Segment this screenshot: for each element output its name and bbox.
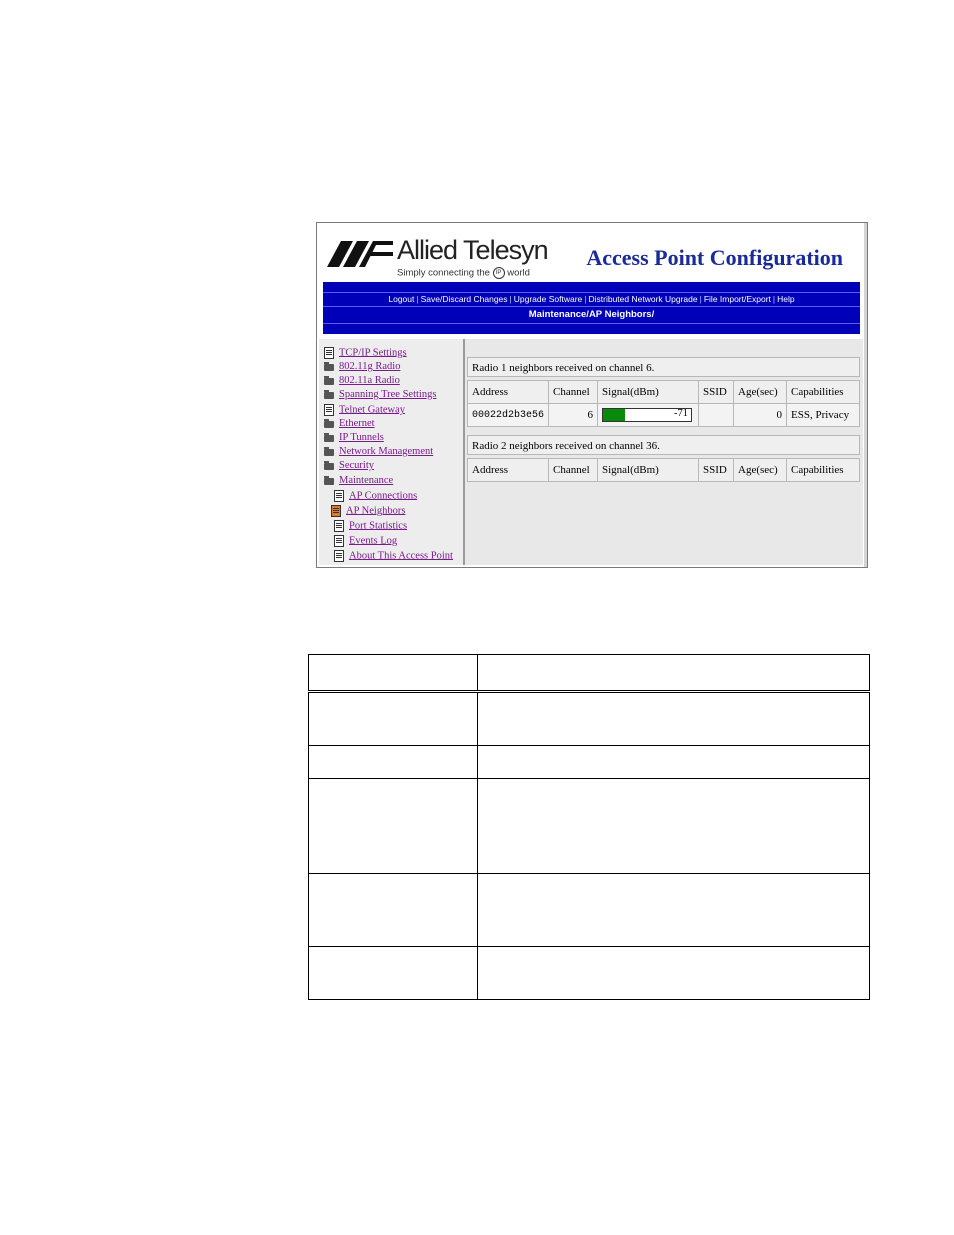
- nav-links: [323, 294, 860, 304]
- sidebar-item-telnet-gateway[interactable]: [324, 404, 405, 416]
- nav-separator: |: [416, 294, 419, 304]
- help-link[interactable]: Help: [777, 294, 795, 304]
- nav-separator: |: [772, 294, 776, 304]
- table-header-row: [309, 655, 870, 692]
- folder-icon: [324, 392, 334, 399]
- document-icon: [324, 404, 334, 416]
- neighbor-signal-value: -71: [674, 408, 689, 419]
- table-row: [309, 779, 870, 873]
- ip-logo-icon: IP: [493, 267, 505, 279]
- table-row: [309, 946, 870, 999]
- sidebar-item-label: Port Statistics: [349, 520, 408, 532]
- sidebar-item-label: Maintenance: [339, 475, 394, 486]
- sidebar-item-label: Security: [339, 460, 374, 471]
- sidebar-item-label: IP Tunnels: [339, 432, 384, 443]
- main-panel: [465, 339, 863, 565]
- document-icon: [334, 520, 344, 532]
- sidebar-item-security[interactable]: [324, 460, 374, 471]
- logout-link[interactable]: Logout: [388, 294, 415, 304]
- sidebar-item-tcpip[interactable]: [324, 347, 407, 359]
- folder-icon: [324, 435, 334, 442]
- neighbor-age: 0: [734, 404, 787, 427]
- signal-strength-bar: [602, 408, 692, 422]
- table-row: [309, 746, 870, 779]
- breadcrumb: Maintenance/AP Neighbors/: [528, 309, 655, 320]
- document-icon: [324, 347, 334, 359]
- sidebar-item-label: Network Management: [339, 446, 434, 457]
- document-icon: [331, 505, 341, 517]
- sidebar-item-label: 802.11g Radio: [339, 361, 401, 372]
- nav-bar: [323, 282, 860, 334]
- column-header-address: Address: [468, 459, 549, 482]
- neighbor-signal-cell: [598, 404, 699, 427]
- sidebar-item-label: Spanning Tree Settings: [339, 389, 437, 400]
- document-icon: [334, 490, 344, 502]
- sidebar-item-label: AP Connections: [349, 490, 418, 502]
- scrollbar[interactable]: [864, 223, 867, 567]
- nav-divider: [323, 323, 860, 324]
- sidebar-item-label: 802.11a Radio: [339, 375, 400, 386]
- file-import-export-link[interactable]: File Import/Export: [703, 294, 771, 304]
- sidebar-item-label: TCP/IP Settings: [339, 347, 407, 359]
- table-header-row: [468, 381, 860, 404]
- column-header-age: Age(sec): [734, 459, 787, 482]
- column-header-ssid: SSID: [699, 381, 734, 404]
- sidebar-item-spanning-tree[interactable]: [324, 389, 436, 400]
- nav-separator: |: [509, 294, 512, 304]
- column-header-capabilities: Capabilities: [787, 381, 860, 404]
- screenshot-frame: [316, 222, 868, 568]
- sidebar-item-ap-connections[interactable]: [334, 490, 417, 502]
- folder-icon: [324, 421, 334, 428]
- document-icon: [334, 535, 344, 547]
- sidebar-item-ip-tunnels[interactable]: [324, 432, 384, 443]
- save-discard-link[interactable]: Save/Discard Changes: [420, 294, 508, 304]
- column-header-capabilities: Capabilities: [787, 459, 860, 482]
- signal-strength-fill: [603, 409, 625, 421]
- sidebar-item-ap-neighbors[interactable]: [331, 505, 405, 517]
- nav-separator: |: [699, 294, 702, 304]
- sidebar-item-events-log[interactable]: [334, 535, 397, 547]
- brand-tagline: [397, 267, 530, 279]
- neighbor-channel: 6: [549, 404, 598, 427]
- column-header-signal: Signal(dBm): [598, 381, 699, 404]
- column-header-ssid: SSID: [699, 459, 734, 482]
- column-header-channel: Channel: [549, 459, 598, 482]
- folder-icon: [324, 463, 334, 470]
- folder-icon: [324, 364, 334, 371]
- description-table: [308, 654, 870, 1000]
- sidebar-item-80211a-radio[interactable]: [324, 375, 400, 386]
- radio2-heading: Radio 2 neighbors received on channel 36.: [467, 435, 860, 455]
- table-row: [468, 404, 860, 427]
- radio1-heading: Radio 1 neighbors received on channel 6.: [467, 357, 860, 377]
- sidebar-item-label: About This Access Point: [349, 550, 453, 562]
- neighbor-capabilities: ESS, Privacy: [787, 404, 860, 427]
- table-header-row: [468, 459, 860, 482]
- brand-name: Allied Telesyn: [397, 235, 548, 265]
- upgrade-software-link[interactable]: Upgrade Software: [513, 294, 583, 304]
- sidebar-item-ethernet[interactable]: [324, 418, 375, 429]
- column-header-channel: Channel: [549, 381, 598, 404]
- tagline-start: Simply connecting the: [397, 267, 490, 279]
- sidebar-item-about[interactable]: [334, 550, 453, 562]
- allied-telesyn-logo-icon: [327, 241, 393, 267]
- radio2-neighbors-table: [467, 458, 860, 482]
- sidebar-item-port-statistics[interactable]: [334, 520, 407, 532]
- sidebar: [319, 339, 465, 565]
- tagline-end: world: [507, 267, 530, 279]
- nav-divider: [323, 292, 860, 293]
- table-row: [309, 873, 870, 946]
- neighbor-ssid: [699, 404, 734, 427]
- column-header-age: Age(sec): [734, 381, 787, 404]
- app-title: Access Point Configuration: [586, 245, 843, 270]
- open-folder-icon: [324, 478, 334, 485]
- column-header-signal: Signal(dBm): [598, 459, 699, 482]
- nav-divider: [323, 306, 860, 307]
- sidebar-item-80211g-radio[interactable]: [324, 361, 400, 372]
- folder-icon: [324, 378, 334, 385]
- sidebar-item-network-management[interactable]: [324, 446, 433, 457]
- sidebar-item-maintenance[interactable]: [324, 475, 393, 486]
- sidebar-item-label: Ethernet: [339, 418, 375, 429]
- distributed-upgrade-link[interactable]: Distributed Network Upgrade: [588, 294, 698, 304]
- header-banner: [321, 229, 859, 285]
- column-header-address: Address: [468, 381, 549, 404]
- sidebar-item-label: Events Log: [349, 535, 398, 547]
- document-icon: [334, 550, 344, 562]
- sidebar-item-label: Telnet Gateway: [339, 404, 406, 416]
- neighbor-address: 00022d2b3e56: [468, 404, 549, 427]
- sidebar-item-label: AP Neighbors: [346, 505, 406, 517]
- folder-icon: [324, 449, 334, 456]
- nav-separator: |: [584, 294, 587, 304]
- table-row: [309, 692, 870, 746]
- radio1-neighbors-table: [467, 380, 860, 427]
